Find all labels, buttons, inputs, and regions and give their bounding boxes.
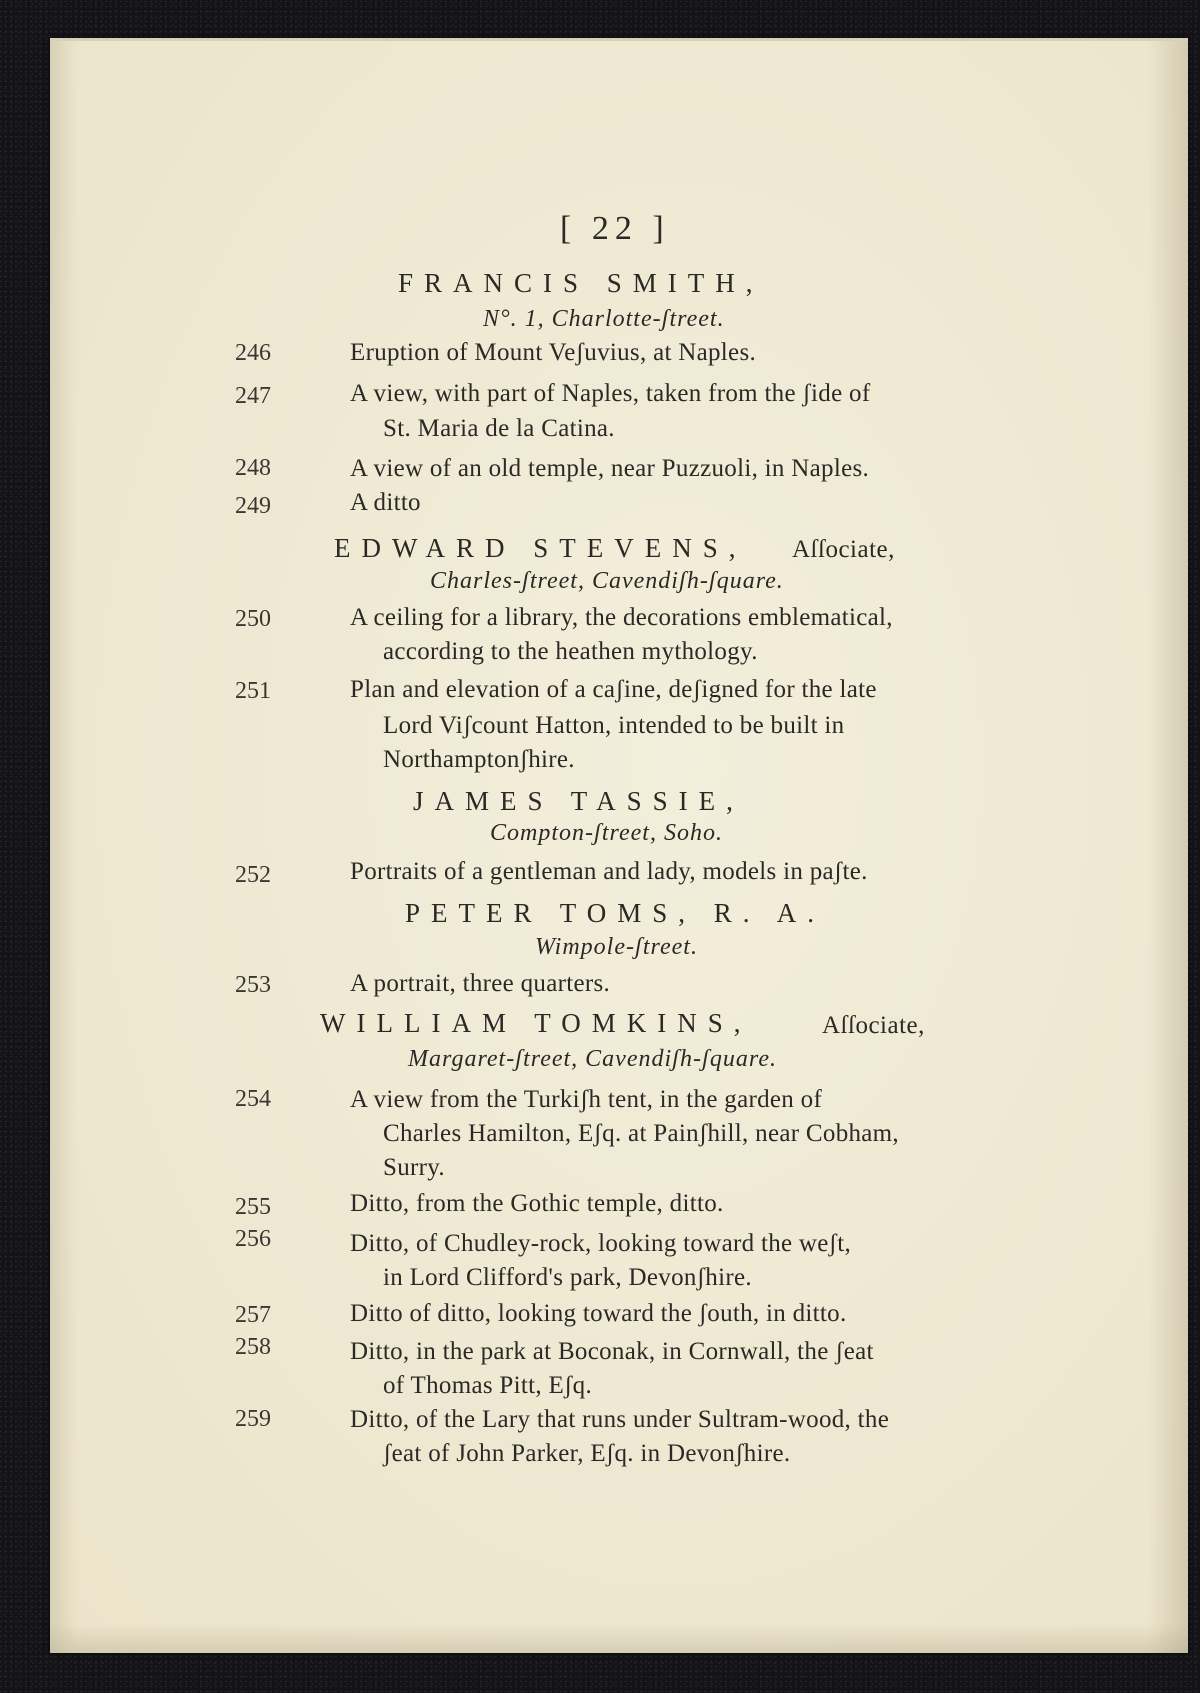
artist-address: Margaret-ʃtreet, Cavendiʃh-ʃquare. (408, 1046, 778, 1072)
artist-address: Compton-ʃtreet, Soho. (490, 820, 723, 846)
entry-number: 256 (235, 1226, 271, 1252)
entry-line: A view of an old temple, near Puzzuoli, in Naples. (350, 455, 870, 482)
entry-line: Plan and elevation of a caʃine, deʃigned for the late (350, 676, 877, 703)
entry-number: 248 (235, 455, 271, 481)
entry-line: Ditto, of Chudley-rock, looking toward the weʃt, (350, 1230, 852, 1257)
entry-line: Ditto, in the park at Boconak, in Cornwall, the ʃeat (350, 1338, 874, 1365)
entry-number: 254 (235, 1086, 271, 1112)
entry-line: Northamptonʃhire. (383, 746, 575, 773)
entry-number: 259 (235, 1406, 271, 1432)
artist-name: EDWARD STEVENS, (334, 533, 747, 563)
entry-number: 258 (235, 1334, 271, 1360)
entry-line: Surry. (383, 1154, 445, 1181)
entry-number: 253 (235, 972, 271, 998)
page-number: [ 22 ] (560, 210, 670, 247)
entry-line: A ceiling for a library, the decorations emblematical, (350, 604, 893, 631)
entry-number: 247 (235, 383, 271, 409)
entry-number: 249 (235, 493, 271, 519)
artist-name: PETER TOMS, R. A. (405, 898, 826, 928)
entry-line: of Thomas Pitt, Eʃq. (383, 1372, 593, 1399)
entry-line: A portrait, three quarters. (350, 970, 611, 997)
entry-number: 255 (235, 1194, 271, 1220)
entry-line: Charles Hamilton, Eʃq. at Painʃhill, near Cobham, (383, 1120, 899, 1147)
entry-line: Portraits of a gentleman and lady, models in paʃte. (350, 858, 868, 885)
entry-line: Eruption of Mount Veʃuvius, at Naples. (350, 339, 757, 366)
entry-line: in Lord Clifford's park, Devonʃhire. (383, 1264, 752, 1291)
artist-role: Aſſociate, (822, 1012, 925, 1039)
artist-address: Charles-ʃtreet, Cavendiʃh-ʃquare. (430, 568, 784, 594)
entry-number: 250 (235, 606, 271, 632)
artist-role: Aſſociate, (792, 536, 895, 563)
entry-number: 246 (235, 340, 271, 366)
entry-line: Ditto, from the Gothic temple, ditto. (350, 1190, 724, 1217)
entry-line: A view, with part of Naples, taken from the ʃide of (350, 380, 871, 407)
entry-line: A view from the Turkiʃh tent, in the garden of (350, 1086, 823, 1113)
entry-line: ʃeat of John Parker, Eʃq. in Devonʃhire. (383, 1440, 791, 1467)
artist-address: N°. 1, Charlotte-ʃtreet. (483, 306, 725, 332)
artist-name: WILLIAM TOMKINS, (320, 1008, 752, 1038)
entry-line: Ditto, of the Lary that runs under Sultram-wood, the (350, 1406, 890, 1433)
artist-name: FRANCIS SMITH, (398, 268, 764, 298)
entry-line: Ditto of ditto, looking toward the ʃouth, in ditto. (350, 1300, 847, 1327)
artist-name: JAMES TASSIE, (413, 786, 744, 816)
entry-number: 251 (235, 678, 271, 704)
artist-address: Wimpole-ʃtreet. (535, 934, 698, 960)
entry-number: 257 (235, 1302, 271, 1328)
entry-line: according to the heathen mythology. (383, 638, 758, 665)
entry-number: 252 (235, 862, 271, 888)
entry-line: Lord Viʃcount Hatton, intended to be built in (383, 712, 845, 739)
entry-line: St. Maria de la Catina. (383, 415, 615, 442)
entry-line: A ditto (350, 489, 421, 516)
